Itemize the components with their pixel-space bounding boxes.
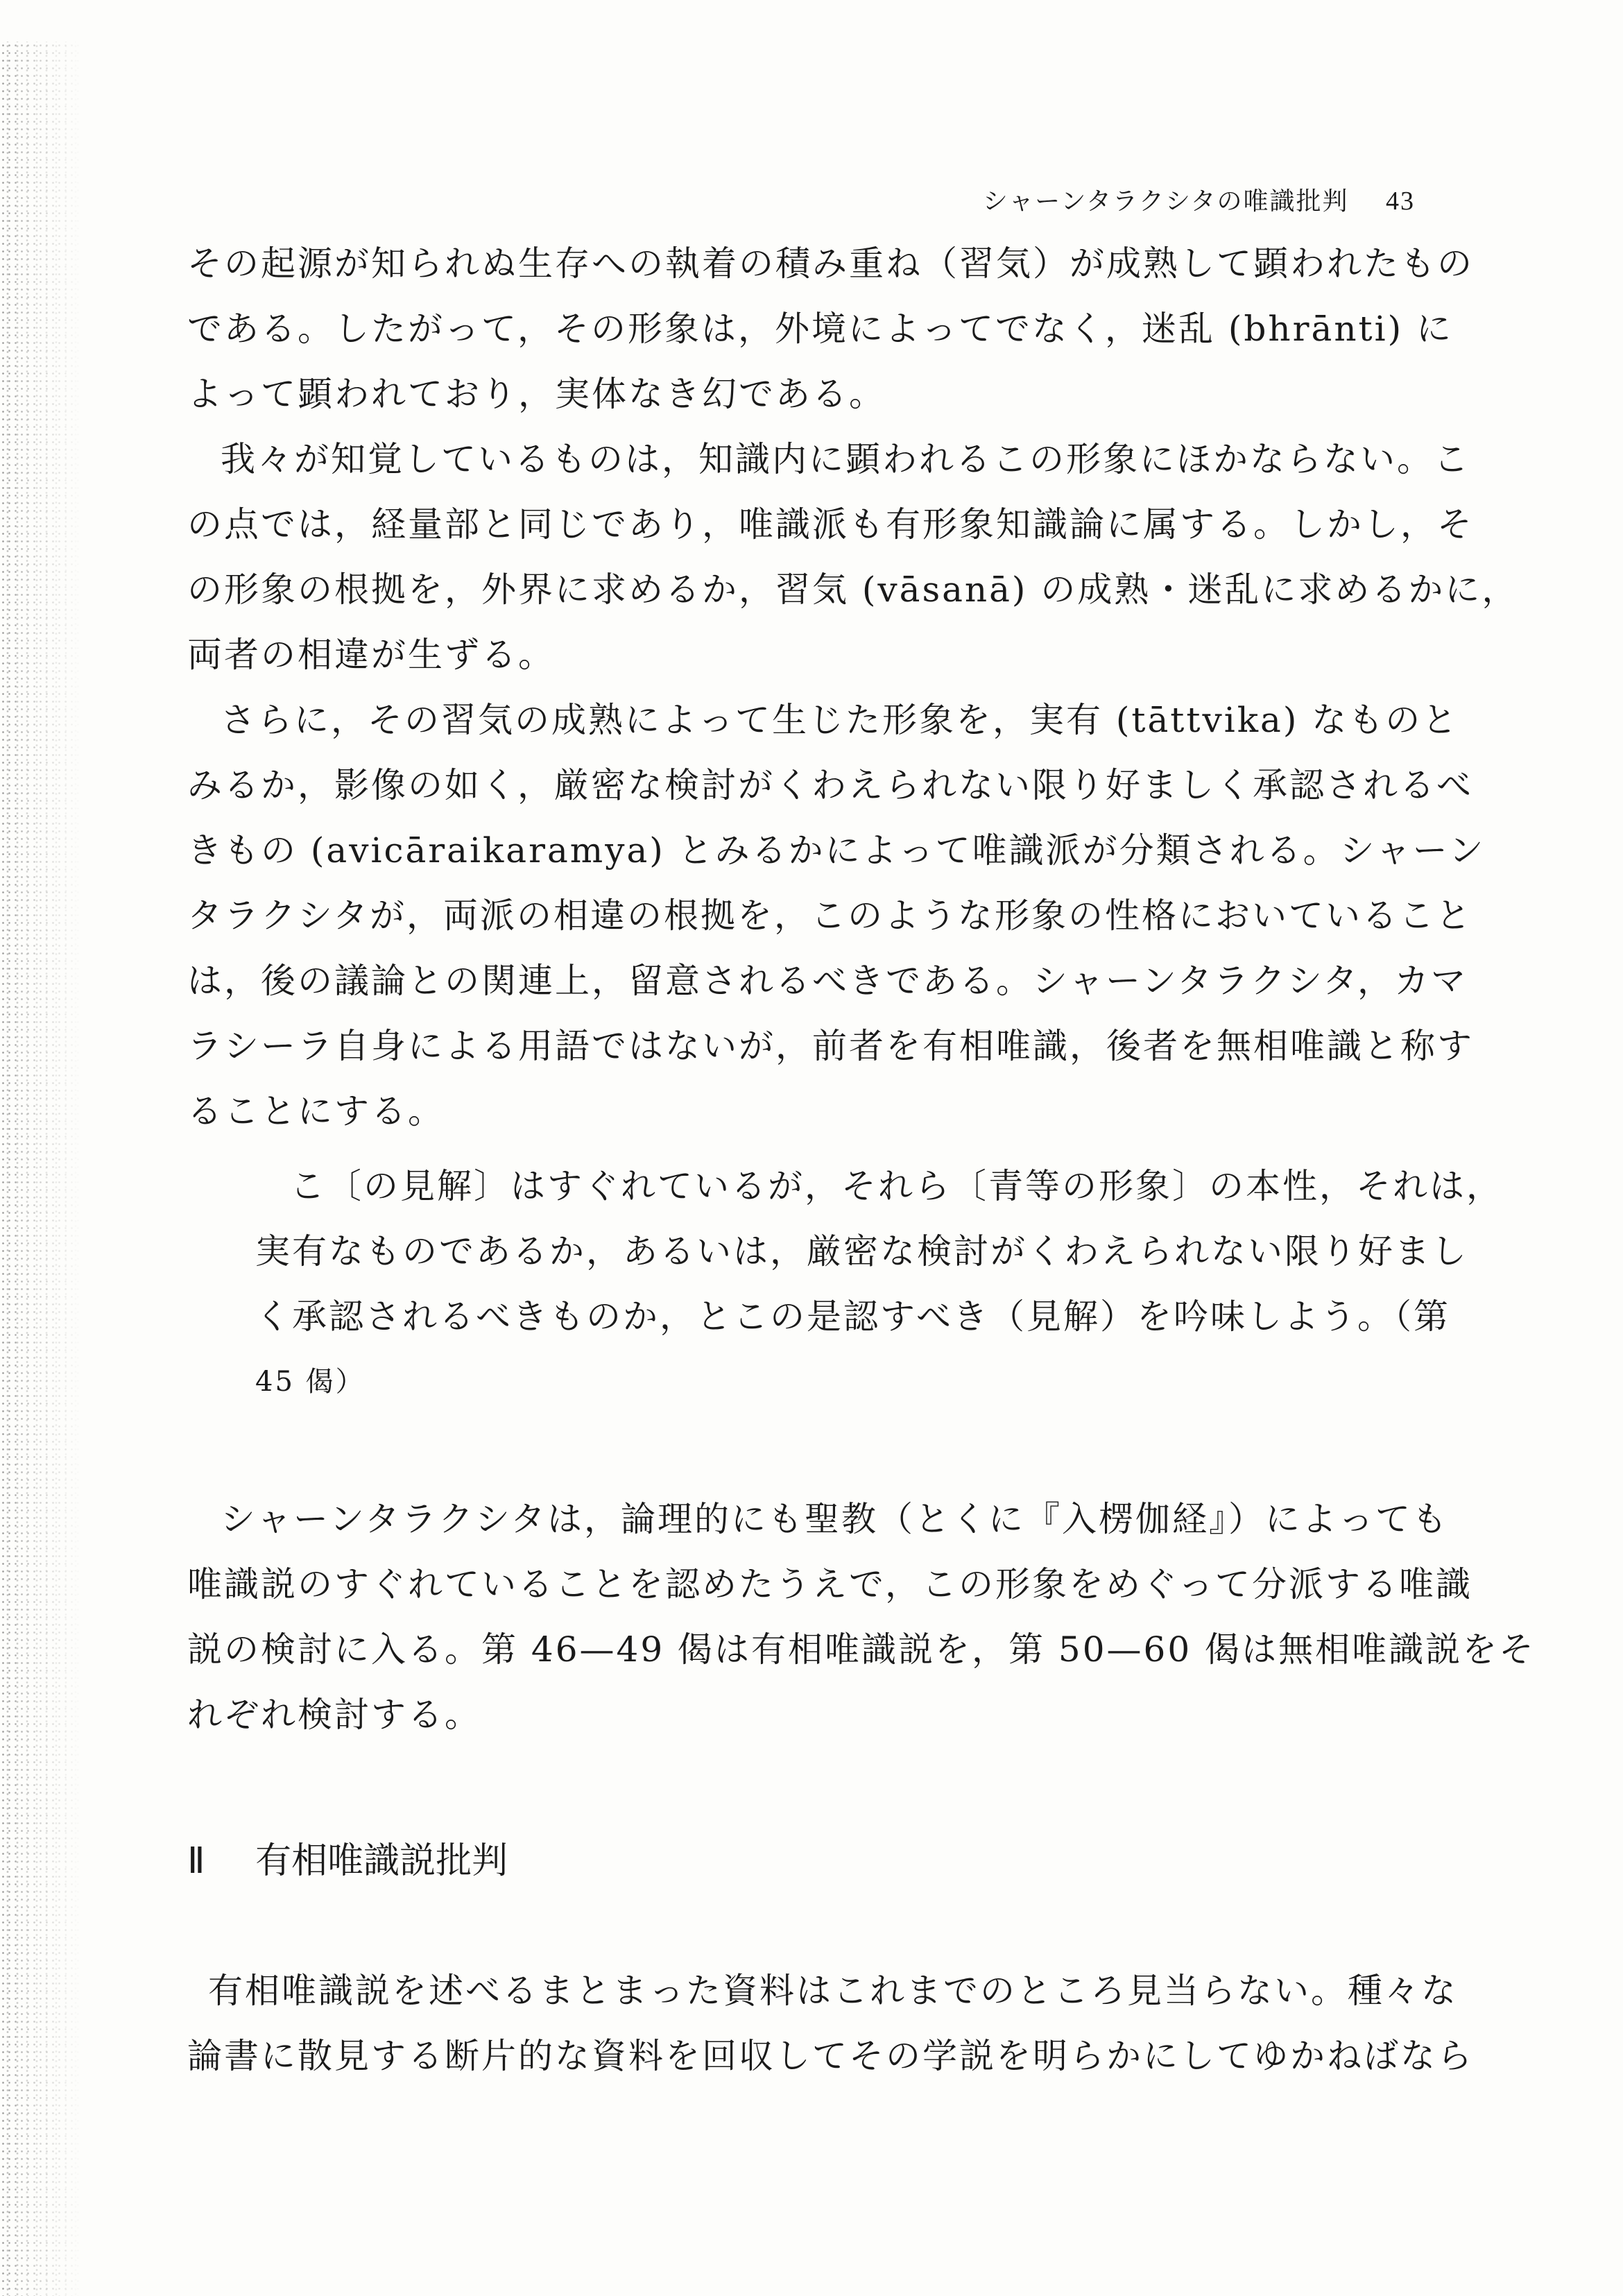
- quote-line: こ〔の見解〕はすぐれているが，それら〔青等の形象〕の本性，それは，: [290, 1166, 1503, 1206]
- text-line: れぞれ検討する。: [187, 1695, 481, 1735]
- text-line: きもの (avicāraikaramya) とみるかによって唯識派が分類される。シャーン: [187, 830, 1486, 871]
- text-line: は，後の議論との関連上，留意されるべきである。シャーンタラクシタ，カマ: [187, 961, 1468, 1001]
- text-line: 唯識説のすぐれていることを認めたうえで，この形象をめぐって分派する唯識: [187, 1564, 1472, 1604]
- text-line: ることにする。: [187, 1091, 445, 1131]
- quote-line: 実有なものであるか，あるいは，厳密な検討がくわえられない限り好まし: [255, 1231, 1468, 1271]
- text-line: 説の検討に入る。第 46—49 偈は有相唯識説を，第 50—60 偈は無相唯識説をそ: [187, 1629, 1536, 1670]
- running-head: [983, 182, 1415, 217]
- text-line: みるか，影像の如く，厳密な検討がくわえられない限り好ましく承認されるべ: [187, 765, 1473, 805]
- running-head-title: シャーンタラクシタの唯識批判: [982, 187, 1349, 216]
- page-number: 43: [1386, 187, 1415, 216]
- quote-line: く承認されるべきものか，とこの是認すべき（見解）を吟味しよう。（第: [255, 1296, 1450, 1337]
- text-line: さらに，その習気の成熟によって生じた形象を，実有 (tāttvika) なものと: [221, 700, 1459, 740]
- text-line: 論書に散見する断片的な資料を回収してその学説を明らかにしてゆかねばなら: [187, 2036, 1474, 2076]
- text-line: その起源が知られぬ生存への執着の積み重ね（習気）が成熟して顕われたもの: [187, 243, 1474, 284]
- text-line: シャーンタラクシタは，論理的にも聖教（とくに『入楞伽経』）によっても: [221, 1499, 1449, 1539]
- text-line: よって顕われており，実体なき幻である。: [187, 374, 886, 414]
- text-line: の点では，経量部と同じであり，唯識派も有形象知識論に属する。しかし，そ: [187, 504, 1474, 545]
- scan-edge-noise: [0, 42, 83, 2296]
- text-line: ラシーラ自身による用語ではないが，前者を有相唯識，後者を無相唯識と称す: [187, 1026, 1474, 1066]
- quote-line: 45 偈）: [255, 1366, 366, 1398]
- section-number: Ⅱ: [187, 1842, 205, 1881]
- text-line: タラクシタが，両派の相違の根拠を，このような形象の性格においていること: [187, 896, 1472, 936]
- text-line: 両者の相違が生ずる。: [187, 635, 555, 675]
- text-line: の形象の根拠を，外界に求めるか，習気 (vāsanā) の成熟・迷乱に求めるかに，: [187, 569, 1519, 610]
- text-line: 有相唯識説を述べるまとまった資料はこれまでのところ見当らない。種々な: [208, 1971, 1458, 2011]
- text-line: である。したがって，その形象は，外境によってでなく，迷乱 (bhrānti) に: [187, 309, 1454, 349]
- section-title: 有相唯識説批判: [255, 1840, 508, 1882]
- section-heading: [187, 1831, 508, 1883]
- text-line: 我々が知覚しているものは，知識内に顕われるこの形象にほかならない。こ: [221, 439, 1470, 479]
